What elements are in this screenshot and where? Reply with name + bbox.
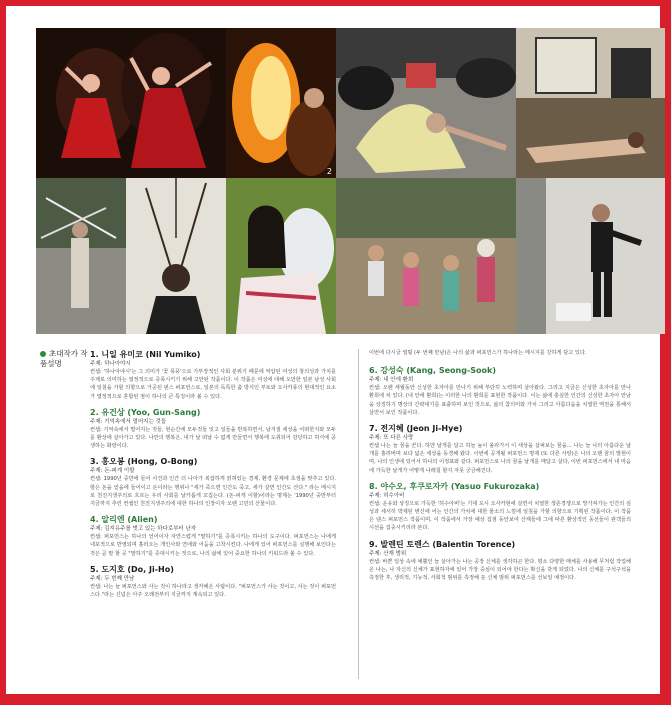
artist-entry [369, 423, 631, 475]
artist-name: 1. 니일 유미코 (Nil Yumiko) [90, 350, 201, 359]
section-title [40, 349, 88, 369]
artist-theme: 주제: 두 번째 만남 [90, 575, 135, 582]
photo-number: 2 [326, 167, 332, 176]
artist-entry [90, 456, 336, 508]
photo-fire [226, 28, 336, 178]
artist-name: 2. 유건상 (Yoo, Gun-Sang) [90, 407, 201, 417]
photo-branches-performer [126, 178, 226, 334]
artist-entry [90, 564, 336, 599]
artist-description: 컨셉: 퍼포먼스는 하나의 언어이자 자연스럽게 "말하기"를 증폭시키는 하나의 도구이다. 퍼포먼스는 나에게 내포적으로 반영되며 흘러오는 개인사와 연애와 어둠을 고착시킨다. 나에게 있어 퍼포먼스를 실행해 보인다는 것은 곧 말 할 곳 "말하기"를 증대시키는 것으로, 나의 삶에 있어 중요한 하나의 키워드라 볼 수 있다. [90, 534, 336, 557]
artist-description: 컨셉: 운유와 상징으로 가득한 '허수아비'는 기대 도시 오사카현에 살면서 치열한 생존경쟁으로 망가져가는 인간의 심성과 세서히 박제된 변신에 어는 인간의 가치에 대한 물소의 느낌에 일침을 가할 의향으로 기획된 작품이다. 이 작품은 댄스 퍼포먼스 작품이며, 이 작품에서 가장 예상 집점 동안보여 산재들에 그에 따른 환상적인 동선들이 관객들의 시선을 집중시키리라 본다. [369, 500, 631, 532]
artist-entry [90, 349, 336, 401]
photo-floor-performance [336, 28, 516, 178]
photo-gallery-floor [516, 28, 665, 178]
photo-children-street [336, 178, 516, 334]
artist-entry [369, 539, 631, 583]
artist-theme: 주제: 또 다른 사랑 [369, 435, 414, 442]
photo-winged-woman [226, 178, 336, 334]
column-divider [358, 349, 359, 679]
artist-theme: 주제: 내 안에 환희 [369, 377, 414, 384]
artist-name: 5. 도지호 (Do, Ji-Ho) [90, 564, 174, 574]
artist-theme: 주제: 돈-퍼게 이할 [90, 468, 135, 475]
artist-description: 컨셉 나는 늘 꿈을 꾼다. 하얀 날개를 달고 하늘 높이 올라가서 이 세상을 살펴보는 꿈을... 나는 늘 나의 아름다운 날개를 흘려버며 보다 넓은 세상을 동경해 왔다. 이번에 공개될 퍼포먼스 명제 (또 다른 사랑)은 나의 오랜 꿈의 발현이며, 나의 인생에 있어서 하나의 이정표와 같다. 퍼포먼스로 나의 꿈을 날개를 매달고 살다, 이번 퍼포먼스에서 내 마음에 가득한 날개가 어떻게 나래칠 할지 자못 궁금해진다. [369, 443, 631, 474]
artist-theme: 주제: 기억속에서 멀어지는 것들 [90, 418, 167, 425]
artist-description: 컨셉: 나는 늘 퍼포먼스와 사는 것이 하나라고 생각해온 사람이다. "퍼포먼스가 사는 것이고, 사는 것이 퍼포먼스다."라는 신념은 아주 오래전부터 지금까지 계속되고 있다. [90, 583, 336, 599]
artist-name: 6. 강성숙 (Kang, Seong-Sook) [369, 366, 497, 376]
photo-collage [36, 28, 665, 334]
green-bullet-icon [40, 351, 46, 357]
artist-theme: 주제: 허수아비 [369, 492, 405, 499]
artist-description: 컨셉: 바쁜 일상 속에 예쁠인 늘 살아가는 나는 공장 신체를 생각하곤 한다. 평소 다양한 매체를 사용해 무처럼 작업해온 나는, 나 자신의 신체가 표현하자에 있어 가장 중심이 되어야 한다는 확신을 갖게 되었다. 나의 신체를 구석구석을 측정한 후, 생리적, 기능적, 사회적 범위를 측정해 둔 신체 범위 퍼포먼스를 선보일 예정이다. [369, 558, 631, 582]
artist-description: 컨셉: 오랜 세월동안 신성한 초자아를 만나기 위해 부단히 노력하며 살아왔다. 그리고 지금은 신성한 초자아를 만나 환희에 차 있다. (내 안에 환희)는 이러한 나의 환희를 표현한 작품이다. 이는 삶에 충실한 인간의 신성한 초자아 만남을 상징하기 명상의 간략대기를 표출하며 보인 것으로, 삶의 참의미와 가치 그리고 아름다움을 치열한 역전을 통해서 살면서 보인 작품이다. [369, 385, 631, 416]
artist-theme: 주제: 산재 범위 [369, 550, 407, 557]
photo-red-dancers [36, 28, 226, 178]
right-column [369, 349, 631, 588]
continued-text: 이번에 다시금 열릴 (두 번째 만남)은 나의 삶과 퍼포먼스가 하나라는 메시지를 강하게 담고 있다. [369, 350, 587, 356]
artist-entry [369, 365, 631, 417]
artist-name: 7. 전지혜 (Jeon Ji-Hye) [369, 424, 463, 434]
artist-description: 컨셉: 1990년 중반에 들어 사건과 인간 더 나아가 복잡하게 얽혀있는 경제, 환경 문제에 초점을 맞추고 있다. 항은 돈을 얻을에 들어이고 돈이라는 행위나 "세가 죽으면 인간도 죽고, 세가 살면 인간도 산다." 라는 메시지로 천진지생주의로 흐르는 우리 사회를 날카롭게 꼬집는다. (돈-퍼게 이할)이라는 명제는 '1990년 중반부터 지금까지 추린 컨셉인 천진지생주의에 대한 하나의 인장이자 오랜 고민의 산물이다. [90, 476, 336, 508]
photo-man-in-black [516, 178, 665, 334]
artist-theme: 주제: 김지유주를 벗고 있는 하다로부터 난자 [90, 526, 197, 533]
artist-name: 3. 홍오봉 (Hong, O-Bong) [90, 457, 198, 467]
artist-name: 4. 알리엔 (Alien) [90, 515, 158, 525]
artist-theme: 주제: 하나아야시 [90, 361, 131, 367]
section-title-text: 초대작가 작품설명 [40, 349, 88, 368]
artist-entry [369, 481, 631, 533]
artist-description: 컨셉: '하나아야시'는 그 의미가 '꽃 폭풍'으로 가부장적인 사회 분위기 때문에 억압된 여성의 창의성과 가치를 주제로 의미하는 열정적으로 증폭시키기 위해 고안된 작품이다. 이 작품은 여성에 대해 오만한 일본 남성 사회에 일침을 가할 의향으로 가공된 댄스 퍼포먼스로, 일본의 독특한 춤 방식인 부토와 오사카풍의 현대적인 요소가 열정적으로 혼합된 점이 하나의 큰 특징이라 볼 수 있다. [90, 369, 336, 400]
artist-name: 9. 발렌틴 토렌스 (Balentin Torence) [369, 539, 516, 549]
artist-entry [90, 514, 336, 558]
artist-entry [90, 407, 336, 451]
left-column [90, 349, 336, 605]
artist-name: 8. 야수오, 후쿠로자카 (Yasuo Fukurozaka) [369, 481, 540, 491]
artist-description: 컨셉: 기억속에서 멀어지는 것들, 현순간에 모두것들 잊고 일들을 반복하면서, 남겨질 세상을 어떠한지와 모두를 환상에 살아가고 있다. 나만의 행복은, 내가 날 떠날 수 없게 만들면서 행복에 도취되어 감당하고 허식에 공생하는 화랑이다. [90, 426, 336, 450]
photo-rope-performer [36, 178, 126, 334]
